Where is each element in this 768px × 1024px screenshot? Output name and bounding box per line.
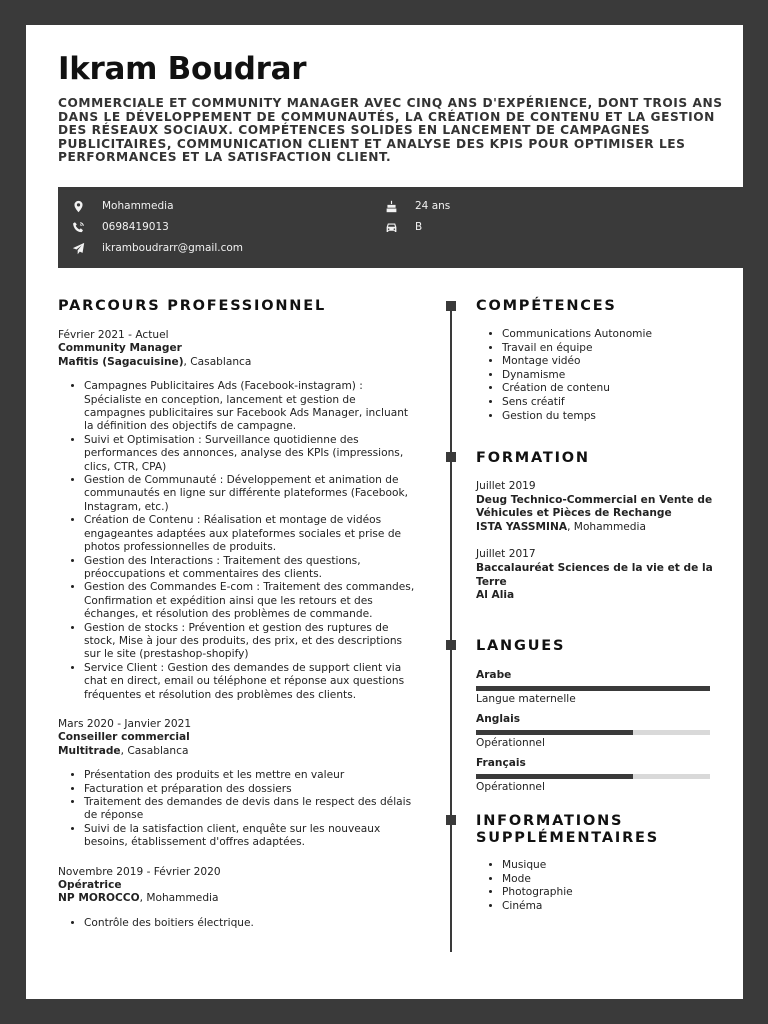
education-entry: [476, 548, 716, 602]
contact-phone[interactable]: 0698419013: [102, 221, 169, 233]
job-date: Mars 2020 - Janvier 2021: [58, 717, 192, 730]
extra-list: [476, 859, 716, 913]
experience-list: [58, 329, 418, 946]
language-name: Anglais: [476, 713, 521, 726]
job-bullet: • Présentation des produits et les mettre en valeur: [84, 769, 418, 782]
job-bullets: [58, 769, 418, 849]
job-bullet: • Service Client : Gestion des demandes de support client via chat en direct, email ou téléphone et réponse aux questions fréquentes et résolution des problèmes des clients.: [84, 662, 418, 702]
job-entry: [58, 329, 418, 702]
section-marker: [446, 640, 456, 650]
job-date: Février 2021 - Actuel: [58, 329, 169, 341]
education-school-line: [476, 521, 716, 535]
job-bullet: • Gestion de Communauté : Développement et animation de communautés en ligne sur différente plateformes (Facebook, Instagram, etc.): [84, 474, 418, 514]
job-company-line: [58, 892, 418, 905]
education-degree: Baccalauréat Sciences de la vie et de la Terre: [476, 561, 713, 588]
contact-age-row: [383, 198, 450, 214]
contact-license: B: [415, 221, 423, 233]
language-bar-fill: [476, 730, 633, 735]
job-bullets: [58, 917, 418, 930]
languages-list: [476, 669, 716, 795]
language-name: Arabe: [476, 669, 512, 681]
language-bar-fill: [476, 686, 710, 691]
job-company-line: [58, 356, 418, 369]
section-marker: [446, 452, 456, 462]
location-icon: [70, 198, 86, 214]
education-school: ISTA YASSMINA: [476, 520, 568, 533]
extra-item: • Mode: [502, 873, 716, 887]
skill-item: • Création de contenu: [502, 382, 716, 396]
language-bar-fill: [476, 774, 633, 779]
job-bullet: • Contrôle des boitiers électrique.: [84, 917, 418, 930]
skill-item: • Montage vidéo: [502, 355, 716, 369]
language-level: Langue maternelle: [476, 692, 576, 705]
language-bar: [476, 686, 710, 691]
education-heading: FORMATION: [476, 450, 590, 466]
job-entry: [58, 866, 418, 931]
education-location: , Mohammedia: [567, 520, 646, 533]
extra-item: • Musique: [502, 859, 716, 873]
extra-item: • Cinéma: [502, 900, 716, 914]
contact-age: 24 ans: [415, 200, 451, 212]
job-location: , Casablanca: [183, 355, 252, 368]
language-bar: [476, 774, 710, 779]
job-date: Novembre 2019 - Février 2020: [58, 865, 221, 878]
job-bullet: • Facturation et préparation des dossiers: [84, 783, 418, 796]
contact-city: Mohammedia: [102, 200, 174, 212]
experience-heading: PARCOURS PROFESSIONNEL: [58, 298, 326, 314]
job-bullet: • Campagnes Publicitaires Ads (Facebook-instagram) : Spécialiste en conception, lancement et gestion de campagnes publicitaires sur Facebook Ads Manager, incluant la définition des objectifs de campagne.: [84, 380, 418, 434]
contact-city-row: [70, 198, 174, 214]
job-title: Community Manager: [58, 342, 182, 355]
skills-list: [476, 328, 716, 423]
skill-item: • Dynamisme: [502, 369, 716, 383]
education-school-line: [476, 589, 716, 603]
resume-page: [26, 25, 743, 999]
language-level: Opérationnel: [476, 780, 545, 793]
skills-heading: COMPÉTENCES: [476, 298, 617, 314]
contact-email[interactable]: ikramboudrarr@gmail.com: [102, 242, 244, 254]
skill-item: • Travail en équipe: [502, 342, 716, 356]
job-bullet: • Gestion des Interactions : Traitement des questions, préoccupations et commentaires des clients.: [84, 555, 418, 582]
section-marker: [446, 301, 456, 311]
phone-icon: [70, 219, 86, 235]
contact-email-row: [70, 240, 243, 256]
job-company: Mafitis (Sagacuisine): [58, 355, 184, 368]
language-bar: [476, 730, 710, 735]
job-bullet: • Traitement des demandes de devis dans le respect des délais de réponse: [84, 796, 418, 823]
education-list: [476, 480, 716, 603]
send-icon: [70, 240, 86, 256]
section-marker: [446, 815, 456, 825]
job-bullet: • Suivi de la satisfaction client, enquête sur les nouveaux besoins, établissement d'offres adaptées.: [84, 823, 418, 850]
cake-icon: [383, 198, 399, 214]
job-location: , Casablanca: [120, 744, 189, 757]
language-name: Français: [476, 757, 526, 770]
education-school: Al Alia: [476, 589, 515, 602]
language-level: Opérationnel: [476, 736, 545, 749]
education-entry: [476, 480, 716, 534]
education-date: Juillet 2017: [476, 548, 536, 561]
job-bullet: • Gestion de stocks : Prévention et gestion des ruptures de stock, Mise à jour des produits, des prix, et des descriptions sur le site (prestashop-shopify): [84, 622, 418, 662]
contact-phone-row: [70, 219, 169, 235]
language-entry: [476, 757, 716, 794]
skill-item: • Gestion du temps: [502, 410, 716, 424]
profile-summary: COMMERCIALE ET COMMUNITY MANAGER AVEC CINQ ANS D'EXPÉRIENCE, DONT TROIS ANS DANS LE DÉVELOPPEMENT DE COMMUNAUTÉS, LA CRÉATION DE CONTENU ET LA GESTION DES RÉSEAUX SOCIAUX. COMPÉTENCES SOLIDES EN LANCEMENT DE CAMPAGNES PUBLICITAIRES, COMMUNICATION CLIENT ET ANALYSE DES KPIS POUR OPTIMISER LES PERFORMANCES ET LA SATISFACTION CLIENT.: [58, 96, 723, 164]
skill-item: • Communications Autonomie: [502, 328, 716, 342]
job-entry: [58, 718, 418, 850]
job-bullet: • Création de Contenu : Réalisation et montage de vidéos engageantes adaptées aux plateformes sociales et prise de photos professionnelles de produits.: [84, 514, 418, 554]
languages-heading: LANGUES: [476, 638, 566, 654]
extra-heading: INFORMATIONS SUPPLÉMENTAIRES: [476, 813, 659, 846]
job-title: Conseiller commercial: [58, 731, 190, 744]
job-bullet: • Suivi et Optimisation : Surveillance quotidienne des performances des annonces, analyse des KPIs (impressions, clics, CTR, CPA): [84, 434, 418, 474]
job-company-line: [58, 745, 418, 758]
language-entry: [476, 669, 716, 706]
job-location: , Mohammedia: [139, 892, 219, 905]
job-title: Opératrice: [58, 879, 122, 892]
skill-item: • Sens créatif: [502, 396, 716, 410]
job-bullet: • Gestion des Commandes E-com : Traitement des commandes, Confirmation et expédition ainsi que les retours et des échanges, et résolution des problèmes de commande.: [84, 581, 418, 621]
column-divider: [450, 306, 452, 952]
candidate-name: Ikram Boudrar: [58, 51, 307, 87]
job-company: Multitrade: [58, 744, 121, 757]
job-bullets: [58, 380, 418, 702]
education-date: Juillet 2019: [476, 480, 536, 492]
education-degree: Deug Technico-Commercial en Vente de Véhicules et Pièces de Rechange: [476, 493, 713, 520]
contact-license-row: [383, 219, 422, 235]
extra-item: • Photographie: [502, 886, 716, 900]
job-company: NP MOROCCO: [58, 892, 140, 905]
car-icon: [383, 219, 399, 235]
contact-band: [58, 187, 768, 268]
language-entry: [476, 713, 716, 750]
